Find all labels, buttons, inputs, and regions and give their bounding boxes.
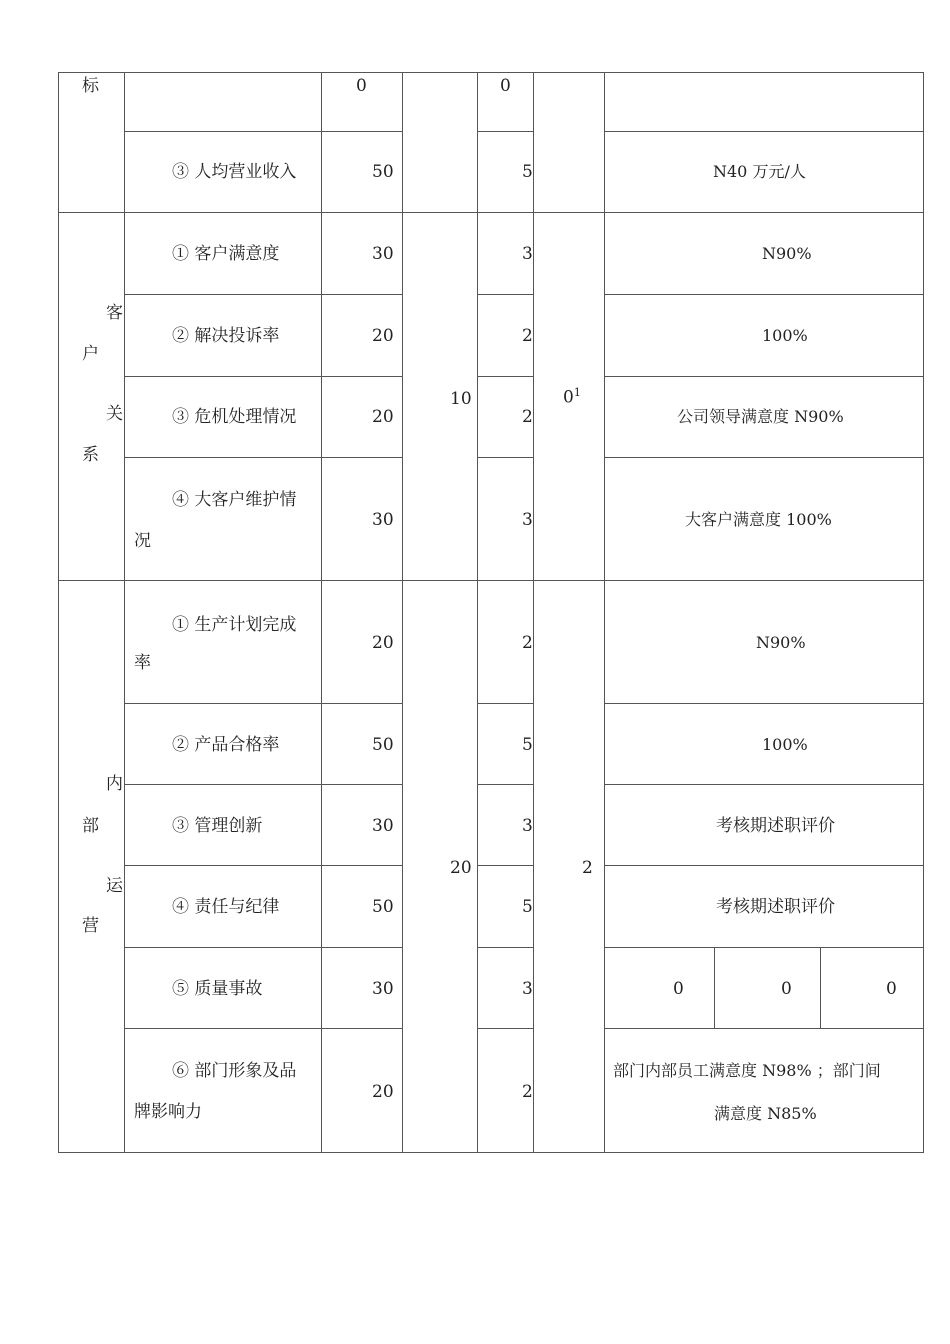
dimension-weight: 10 [450, 389, 472, 409]
row-line [477, 1028, 534, 1029]
indicator-name-cont: 率 [134, 653, 151, 673]
dimension-score [563, 383, 581, 408]
target-cell: 部门内部员工满意度 N98% ；部门间 [613, 1061, 881, 1080]
column-line [533, 72, 534, 1152]
row-line [604, 294, 924, 295]
weight-cell: 0 [500, 76, 511, 96]
target-cell-cont: 满意度 N85% [714, 1104, 817, 1123]
indicator-name: ① 生产计划完成 [172, 615, 297, 635]
indicator-name: ① 客户满意度 [172, 244, 280, 264]
row-line [124, 131, 403, 132]
row-line [604, 703, 924, 704]
score-cell: 20 [372, 1082, 394, 1102]
row-line [477, 947, 534, 948]
target-cell: N90% [756, 633, 806, 652]
column-line [477, 72, 478, 1152]
indicator-name: ④ 责任与纪律 [172, 897, 280, 917]
weight-cell: 3 [522, 816, 533, 836]
weight-cell: 3 [522, 510, 533, 530]
row-line [124, 865, 403, 866]
row-line [477, 784, 534, 785]
row-line [604, 784, 924, 785]
target-cell: 100% [762, 326, 808, 345]
weight-cell: 5 [522, 735, 533, 755]
weight-cell: 2 [522, 407, 533, 427]
dimension-char: 营 [82, 916, 99, 936]
score-cell: 50 [372, 897, 394, 917]
row-line [58, 212, 924, 213]
dimension-char: 户 [82, 344, 99, 364]
dimension-char: 客 [106, 303, 123, 323]
indicator-name-cont: 牌影响力 [134, 1102, 202, 1122]
score-cell: 20 [372, 633, 394, 653]
row-line [604, 865, 924, 866]
score-cell: 30 [372, 244, 394, 264]
column-line [124, 72, 125, 1152]
indicator-name-cont: 况 [134, 531, 151, 551]
row-line [604, 1028, 924, 1029]
target-subcell-line [714, 947, 715, 1028]
score-cell: 20 [372, 407, 394, 427]
row-line [477, 294, 534, 295]
target-subcell: 0 [673, 979, 684, 999]
row-line [604, 376, 924, 377]
dimension-score: 2 [582, 858, 593, 878]
target-cell: 考核期述职评价 [716, 816, 835, 836]
table-border-left [58, 72, 59, 1152]
row-line [604, 131, 924, 132]
target-cell: 100% [762, 735, 808, 754]
score-cell: 30 [372, 979, 394, 999]
row-line [124, 947, 403, 948]
table-border-right [923, 72, 924, 1152]
weight-cell: 5 [522, 897, 533, 917]
indicator-name: ③ 危机处理情况 [172, 407, 297, 427]
weight-cell: 2 [522, 633, 533, 653]
dimension-score-main: 0 [563, 387, 574, 408]
target-subcell-line [820, 947, 821, 1028]
dimension-weight: 20 [450, 858, 472, 878]
row-line [124, 703, 403, 704]
weight-cell: 2 [522, 1082, 533, 1102]
dimension-char: 内 [106, 774, 123, 794]
indicator-name: ③ 人均营业收入 [172, 162, 297, 182]
weight-cell: 5 [522, 162, 533, 182]
dimension-char: 运 [106, 876, 123, 896]
row-line [477, 865, 534, 866]
column-line [402, 72, 403, 1152]
dimension-label: 标 [82, 76, 99, 96]
row-line [604, 457, 924, 458]
target-cell: 公司领导满意度 N90% [677, 407, 844, 426]
indicator-name: ③ 管理创新 [172, 816, 263, 836]
row-line [124, 784, 403, 785]
row-line [124, 1028, 403, 1029]
score-cell: 50 [372, 735, 394, 755]
indicator-name: ② 产品合格率 [172, 735, 280, 755]
score-cell: 0 [356, 76, 367, 96]
score-cell: 50 [372, 162, 394, 182]
footnote-mark: 1 [573, 386, 581, 399]
dimension-char: 关 [106, 404, 123, 424]
target-cell: 考核期述职评价 [716, 897, 835, 917]
target-cell: N40 万元/人 [713, 162, 806, 181]
column-line [604, 72, 605, 1152]
row-line [477, 457, 534, 458]
target-cell: 大客户满意度 100% [685, 510, 832, 529]
dimension-char: 系 [82, 445, 99, 465]
table-border-top [58, 72, 924, 73]
target-cell: N90% [762, 244, 812, 263]
score-cell: 30 [372, 510, 394, 530]
indicator-name: ⑤ 质量事故 [172, 979, 263, 999]
weight-cell: 3 [522, 244, 533, 264]
indicator-name: ④ 大客户维护情 [172, 490, 297, 510]
column-line [321, 72, 322, 1152]
indicator-name: ② 解决投诉率 [172, 326, 280, 346]
target-subcell: 0 [886, 979, 897, 999]
row-line [124, 294, 403, 295]
row-line [58, 580, 924, 581]
indicator-name: ⑥ 部门形象及品 [172, 1061, 297, 1081]
row-line [477, 376, 534, 377]
target-subcell: 0 [781, 979, 792, 999]
table-border-bottom [58, 1152, 924, 1153]
row-line [477, 131, 534, 132]
score-cell: 20 [372, 326, 394, 346]
weight-cell: 3 [522, 979, 533, 999]
weight-cell: 2 [522, 326, 533, 346]
row-line [604, 947, 924, 948]
row-line [477, 703, 534, 704]
row-line [124, 457, 403, 458]
score-cell: 30 [372, 816, 394, 836]
dimension-char: 部 [82, 816, 99, 836]
row-line [124, 376, 403, 377]
